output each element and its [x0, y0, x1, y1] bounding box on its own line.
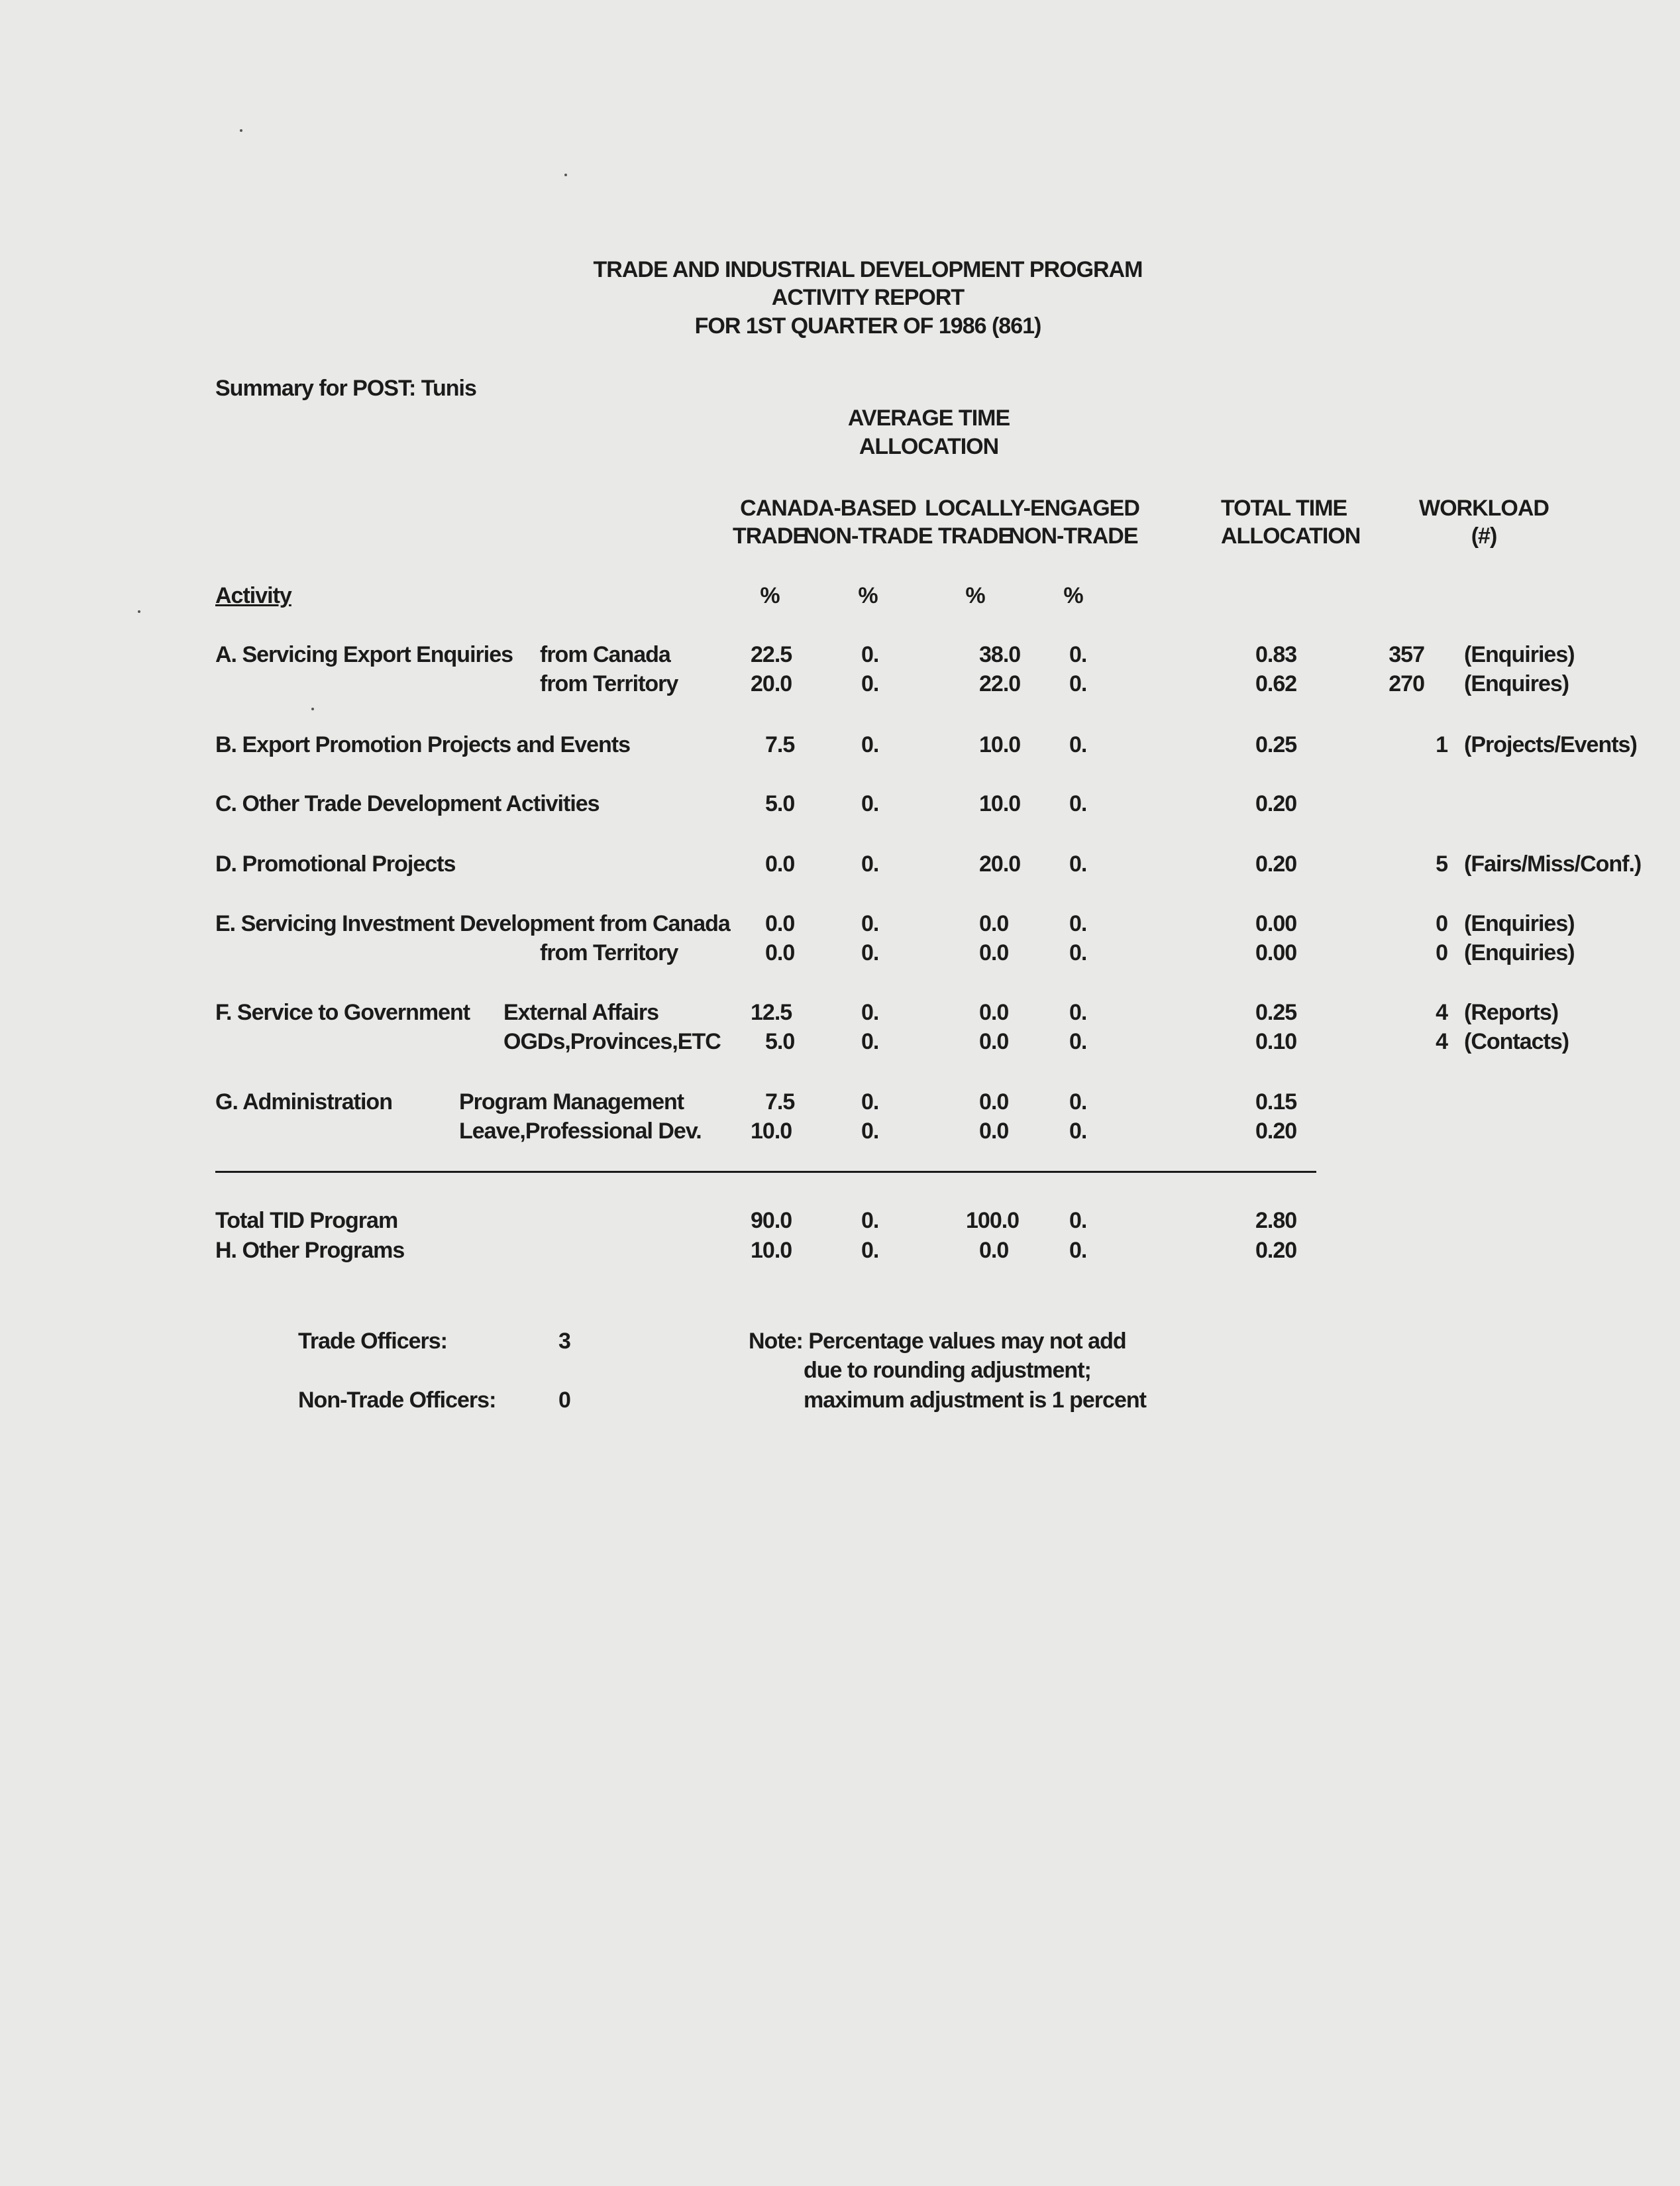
header-locally-engaged: LOCALLY-ENGAGED [925, 496, 1139, 521]
row-sublabel: from Canada [540, 642, 670, 667]
workload-count: 1 [1436, 732, 1447, 757]
cb-non-trade-value: 0. [861, 911, 879, 936]
cb-trade-value: 5.0 [765, 791, 795, 816]
le-non-trade-value: 0. [1069, 1000, 1087, 1025]
le-trade-value: 0.0 [979, 1089, 1009, 1115]
le-trade-value: 100.0 [966, 1208, 1020, 1233]
workload-unit: (Projects/Events) [1464, 732, 1637, 757]
workload-count: 0 [1436, 911, 1447, 936]
total-allocation-value: 2.80 [1255, 1208, 1297, 1233]
workload-count: 5 [1436, 851, 1447, 877]
cb-trade-value: 0.0 [765, 851, 795, 877]
note-line-3: maximum adjustment is 1 percent [804, 1388, 1146, 1413]
le-trade-value: 0.0 [979, 1029, 1009, 1054]
pct-symbol: % [965, 583, 985, 608]
post-summary: Summary for POST: Tunis [215, 376, 476, 401]
workload-count: 4 [1436, 1029, 1447, 1054]
total-allocation-value: 0.25 [1255, 1000, 1297, 1025]
row-sublabel: Program Management [459, 1089, 684, 1115]
total-allocation-value: 0.83 [1255, 642, 1297, 667]
header-le-non-trade: NON-TRADE [1008, 523, 1138, 549]
row-label: H. Other Programs [215, 1238, 405, 1263]
cb-trade-value: 22.5 [751, 642, 792, 667]
trade-officers-label: Trade Officers: [298, 1329, 447, 1354]
scan-speck [240, 129, 242, 132]
workload-count: 270 [1389, 671, 1424, 696]
total-allocation-value: 0.62 [1255, 671, 1297, 696]
cb-trade-value: 5.0 [765, 1029, 795, 1054]
le-non-trade-value: 0. [1069, 1208, 1087, 1233]
total-allocation-value: 0.20 [1255, 1119, 1297, 1144]
scan-speck [138, 610, 140, 613]
cb-non-trade-value: 0. [861, 940, 879, 965]
report-period: FOR 1ST QUARTER OF 1986 (861) [694, 313, 1041, 339]
cb-trade-value: 7.5 [765, 1089, 795, 1115]
header-average-time: AVERAGE TIME [847, 406, 1010, 431]
workload-unit: (Contacts) [1464, 1029, 1569, 1054]
total-allocation-value: 0.00 [1255, 940, 1297, 965]
cb-trade-value: 7.5 [765, 732, 795, 757]
total-allocation-value: 0.25 [1255, 732, 1297, 757]
le-non-trade-value: 0. [1069, 1089, 1087, 1115]
workload-unit: (Enquiries) [1464, 911, 1575, 936]
le-non-trade-value: 0. [1069, 732, 1087, 757]
le-trade-value: 38.0 [979, 642, 1021, 667]
total-allocation-value: 0.20 [1255, 791, 1297, 816]
non-trade-officers-value: 0 [558, 1388, 570, 1413]
cb-trade-value: 90.0 [751, 1208, 792, 1233]
cb-non-trade-value: 0. [861, 1089, 879, 1115]
pct-symbol: % [1063, 583, 1083, 608]
total-allocation-value: 0.20 [1255, 851, 1297, 877]
cb-non-trade-value: 0. [861, 732, 879, 757]
le-non-trade-value: 0. [1069, 1029, 1087, 1054]
trade-officers-value: 3 [558, 1329, 570, 1354]
cb-non-trade-value: 0. [861, 851, 879, 877]
header-cb-trade: TRADE [732, 523, 808, 549]
total-allocation-value: 0.10 [1255, 1029, 1297, 1054]
total-allocation-value: 0.00 [1255, 911, 1297, 936]
le-trade-value: 10.0 [979, 732, 1021, 757]
cb-non-trade-value: 0. [861, 1029, 879, 1054]
cb-trade-value: 20.0 [751, 671, 792, 696]
header-activity: Activity [215, 583, 291, 608]
header-allocation: ALLOCATION [859, 434, 999, 459]
header-cb-non-trade: NON-TRADE [803, 523, 933, 549]
cb-non-trade-value: 0. [861, 791, 879, 816]
non-trade-officers-label: Non-Trade Officers: [298, 1388, 496, 1413]
cb-trade-value: 0.0 [765, 911, 795, 936]
cb-non-trade-value: 0. [861, 642, 879, 667]
cb-non-trade-value: 0. [861, 1119, 879, 1144]
le-non-trade-value: 0. [1069, 671, 1087, 696]
le-non-trade-value: 0. [1069, 851, 1087, 877]
workload-count: 0 [1436, 940, 1447, 965]
row-label: Total TID Program [215, 1208, 398, 1233]
le-non-trade-value: 0. [1069, 791, 1087, 816]
header-total-allocation: ALLOCATION [1221, 523, 1361, 549]
workload-count: 357 [1389, 642, 1424, 667]
row-sublabel: from Territory [540, 940, 678, 965]
row-sublabel: from Territory [540, 671, 678, 696]
report-title: TRADE AND INDUSTRIAL DEVELOPMENT PROGRAM [593, 257, 1143, 282]
header-total-time: TOTAL TIME [1221, 496, 1347, 521]
cb-trade-value: 10.0 [751, 1119, 792, 1144]
row-sublabel: Leave,Professional Dev. [459, 1119, 702, 1144]
cb-non-trade-value: 0. [861, 671, 879, 696]
table-divider [215, 1171, 1316, 1173]
cb-non-trade-value: 0. [861, 1000, 879, 1025]
scan-speck [564, 174, 567, 176]
row-sublabel: External Affairs [503, 1000, 659, 1025]
workload-unit: (Enquiries) [1464, 940, 1575, 965]
header-le-trade: TRADE [937, 523, 1013, 549]
workload-unit: (Fairs/Miss/Conf.) [1464, 851, 1642, 877]
header-workload: WORKLOAD [1419, 496, 1549, 521]
le-non-trade-value: 0. [1069, 911, 1087, 936]
le-trade-value: 22.0 [979, 671, 1021, 696]
workload-unit: (Enquires) [1464, 671, 1569, 696]
le-trade-value: 20.0 [979, 851, 1021, 877]
row-label: D. Promotional Projects [215, 851, 456, 877]
pct-symbol: % [760, 583, 780, 608]
row-label: G. Administration [215, 1089, 392, 1115]
workload-count: 4 [1436, 1000, 1447, 1025]
note-line-1: Note: Percentage values may not add [749, 1329, 1126, 1354]
row-label: C. Other Trade Development Activities [215, 791, 600, 816]
le-non-trade-value: 0. [1069, 1119, 1087, 1144]
cb-trade-value: 12.5 [751, 1000, 792, 1025]
row-label: B. Export Promotion Projects and Events [215, 732, 631, 757]
row-sublabel: OGDs,Provinces,ETC [503, 1029, 721, 1054]
row-label: E. Servicing Investment Development from Canada [215, 911, 730, 936]
le-non-trade-value: 0. [1069, 940, 1087, 965]
cb-non-trade-value: 0. [861, 1238, 879, 1263]
scan-speck [311, 708, 314, 710]
le-trade-value: 0.0 [979, 1119, 1009, 1144]
total-allocation-value: 0.20 [1255, 1238, 1297, 1263]
le-non-trade-value: 0. [1069, 642, 1087, 667]
workload-unit: (Enquiries) [1464, 642, 1575, 667]
header-workload-unit: (#) [1471, 523, 1497, 549]
note-line-2: due to rounding adjustment; [804, 1358, 1091, 1383]
cb-trade-value: 10.0 [751, 1238, 792, 1263]
le-trade-value: 0.0 [979, 940, 1009, 965]
le-trade-value: 0.0 [979, 911, 1009, 936]
row-label: F. Service to Government [215, 1000, 470, 1025]
cb-trade-value: 0.0 [765, 940, 795, 965]
header-canada-based: CANADA-BASED [740, 496, 916, 521]
le-non-trade-value: 0. [1069, 1238, 1087, 1263]
row-label: A. Servicing Export Enquiries [215, 642, 513, 667]
workload-unit: (Reports) [1464, 1000, 1559, 1025]
report-subtitle: ACTIVITY REPORT [771, 285, 965, 310]
total-allocation-value: 0.15 [1255, 1089, 1297, 1115]
pct-symbol: % [858, 583, 878, 608]
le-trade-value: 10.0 [979, 791, 1021, 816]
cb-non-trade-value: 0. [861, 1208, 879, 1233]
le-trade-value: 0.0 [979, 1000, 1009, 1025]
le-trade-value: 0.0 [979, 1238, 1009, 1263]
